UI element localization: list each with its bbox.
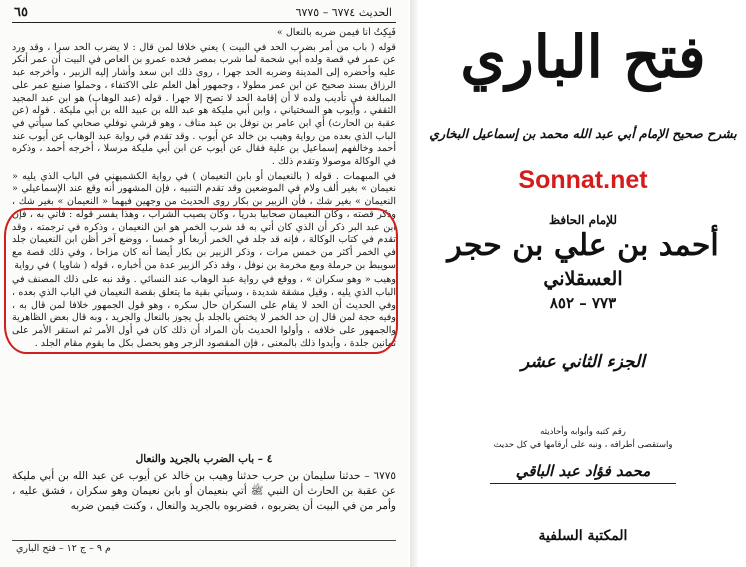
book-spine-divider xyxy=(410,0,418,567)
commentary-paragraph: فَبِكِتُ أنا فيمن ضربه بالنعال » xyxy=(276,27,396,38)
commentary-paragraph-highlighted: في المبهمات . قوله ( بالنعيمان أو بابن النعيمان ) في رواية الكشميهني في الباب الذي يليه « نعيمان » بغير ألف ولام في الموضعين وقد تقدم التنبيه ، فإن المشهور أنه وقع عند الإسماعيلي « النعيمان » بغير شك ، فأن الزبير بن بكار روى الحديث من وجهين فيهما « النعيمان » بغير شك ، وذكر قصته ، وكان النعيمان صحابيا بدريا ، وكان يصيب الشراب ، وهذا يفسر قوله : فأتي به ، فإن ابن عبد البر ذكر أن الذي كان أتي به قد شرب الخمر هو ابن النعيمان ، وذكره في ترجمته ، وقد تقدم في كتاب الوكالة ، فإنه قد جلد في الخمر أربعا أو خمسا ، ووضع آخر أظن ابن النعيمان جلد في الخمر أكثر من خمس مرات ، وذكر الزبير بن بكار أيضا أنه كان مزاحا ، وفي ذلك قصة مع سويبط بن حرملة ومع مخرمة بن نوفل ، وقد ذكر الزبير عدة من أخباره ، قوله ( شاويا ) في رواية xyxy=(12,170,396,271)
editor-underline xyxy=(490,483,676,484)
author-prefix: للإمام الحافظ xyxy=(548,213,618,227)
book-subtitle: بشرح صحيح الإمام أبي عبد الله محمد بن إسماعيل البخاري xyxy=(429,126,737,141)
title-page xyxy=(420,0,746,567)
page-number: ٦٥ xyxy=(14,5,28,20)
volume-label: الجزء الثاني عشر xyxy=(521,352,645,372)
footer-divider xyxy=(12,540,396,541)
page-footer: م ٩ – ج ١٢ – فتح الباري xyxy=(16,543,111,554)
chapter-title: ٤ – باب الضرب بالجريد والنعال xyxy=(135,453,273,465)
publisher-name: المكتبة السلفية xyxy=(538,528,628,544)
page-header xyxy=(12,4,396,23)
editor-credit xyxy=(428,426,738,452)
commentary-text xyxy=(12,27,396,451)
watermark-text: Sonnat.net xyxy=(518,166,648,194)
editor-credit-line: رقم كتبه وأبوابه وأحاديثه xyxy=(540,427,626,437)
editor-name: محمد فؤاد عبد الباقي xyxy=(515,462,651,480)
running-head: الحديث ٦٧٧٤ – ٦٧٧٥ xyxy=(295,6,392,19)
book-title: فتح الباري xyxy=(460,23,706,91)
commentary-paragraph: وهيب « وهو سكران » ، ووقع في رواية عبد الوهاب عند النسائي . وقد نبه على ذلك المصنف في الباب الذي يليه ، وقيل مشقة شديدة ، وسيأتي بقية ما يتعلق بقصة النعيمان في الباب الذي بعده ، وفي الحديث أن الحد لا يقام على السكران حال سكره ، وهو قول الجمهور خلافا لمن قال به ، وفيه حجة لمن قال إن حد الخمر لا يختص بالجلد بل يجوز بالنعال والجريد ، وبه قال بعض الظاهرية والجمهور على خلافه ، وأولوا الحديث بأن المراد أن ذلك كان في أول الأمر ثم استقر الأمر على ثمانين جلدة ، وأيدوا ذلك بالمعنى ، فإن المقصود الزجر وهو يحصل بكل ما يقوم مقام الجلد . xyxy=(12,274,396,349)
commentary-paragraph: قوله ( باب من أمر بضرب الحد في البيت ) يعني خلافا لمن قال : لا يضرب الحد سرا ، وقد ورد عن عمر في قصة ولده أبي شحمة لما شرب بمصر فحده عمرو بن العاص في البيت أن عمر أنكر عليه وأحضره إلى المدينة وضربه الحد جهرا ، روى ذلك ابن سعد وأشار إليه الزبير ، وأخرجه عبد الرزاق بسند صحيح عن ابن عمر مطولا ، وجمهور أهل العلم على الاكتفاء ، وحملوا صنيع عمر على المبالغة في تأديب ولده لا أن إقامة الحد لا تصح إلا جهرا . قوله (عبد الوهاب) هو ابن عبد المجيد الثقفي ، وأيوب هو السختياني ، وابن أبي مليكة هو عبد الله بن عبيد الله بن أبي مليكة . قوله (عن عقبة بن الحارث) أي ابن عامر بن نوفل بن عبد مناف ، وهو قرشي نوفلي صحابي كما سيأتي في الباب الذي بعده من رواية وهيب بن خالد عن أيوب . وقد تقدم في رواية عبد الوهاب عن أيوب عند أحمد وخالفهم إسماعيل بن علية فقال عن أيوب عن ابن أبي مليكة مرسلا ، أخرجه أحمد ، وذكره في الوكالة موصولا وتقدم ذلك . xyxy=(12,41,396,168)
author-name: أحمد بن علي بن حجر xyxy=(447,228,719,263)
hadith-text: ٦٧٧٥ – حدثنا سليمان بن حرب حدثنا وهيب بن خالد عن أيوب عن عبد الله بن أبي مليكة عن عقبة بن الحارث أن النبي ﷺ أتي بنعيمان أو بابن نعيمان وهو سكران ، فشق عليه ، وأمر من في البيت أن يضربوه ، فضربوه بالجريد والنعال ، وكنت فيمن ضربه xyxy=(12,470,396,512)
author-nisba: العسقلاني xyxy=(543,268,623,290)
hadith-block xyxy=(12,452,396,542)
author-dates: ٧٧٣ – ٨٥٢ xyxy=(549,294,617,312)
editor-credit-line: واستقصى أطرافه ، ونبه على أرقامها في كل حديث xyxy=(493,440,673,450)
